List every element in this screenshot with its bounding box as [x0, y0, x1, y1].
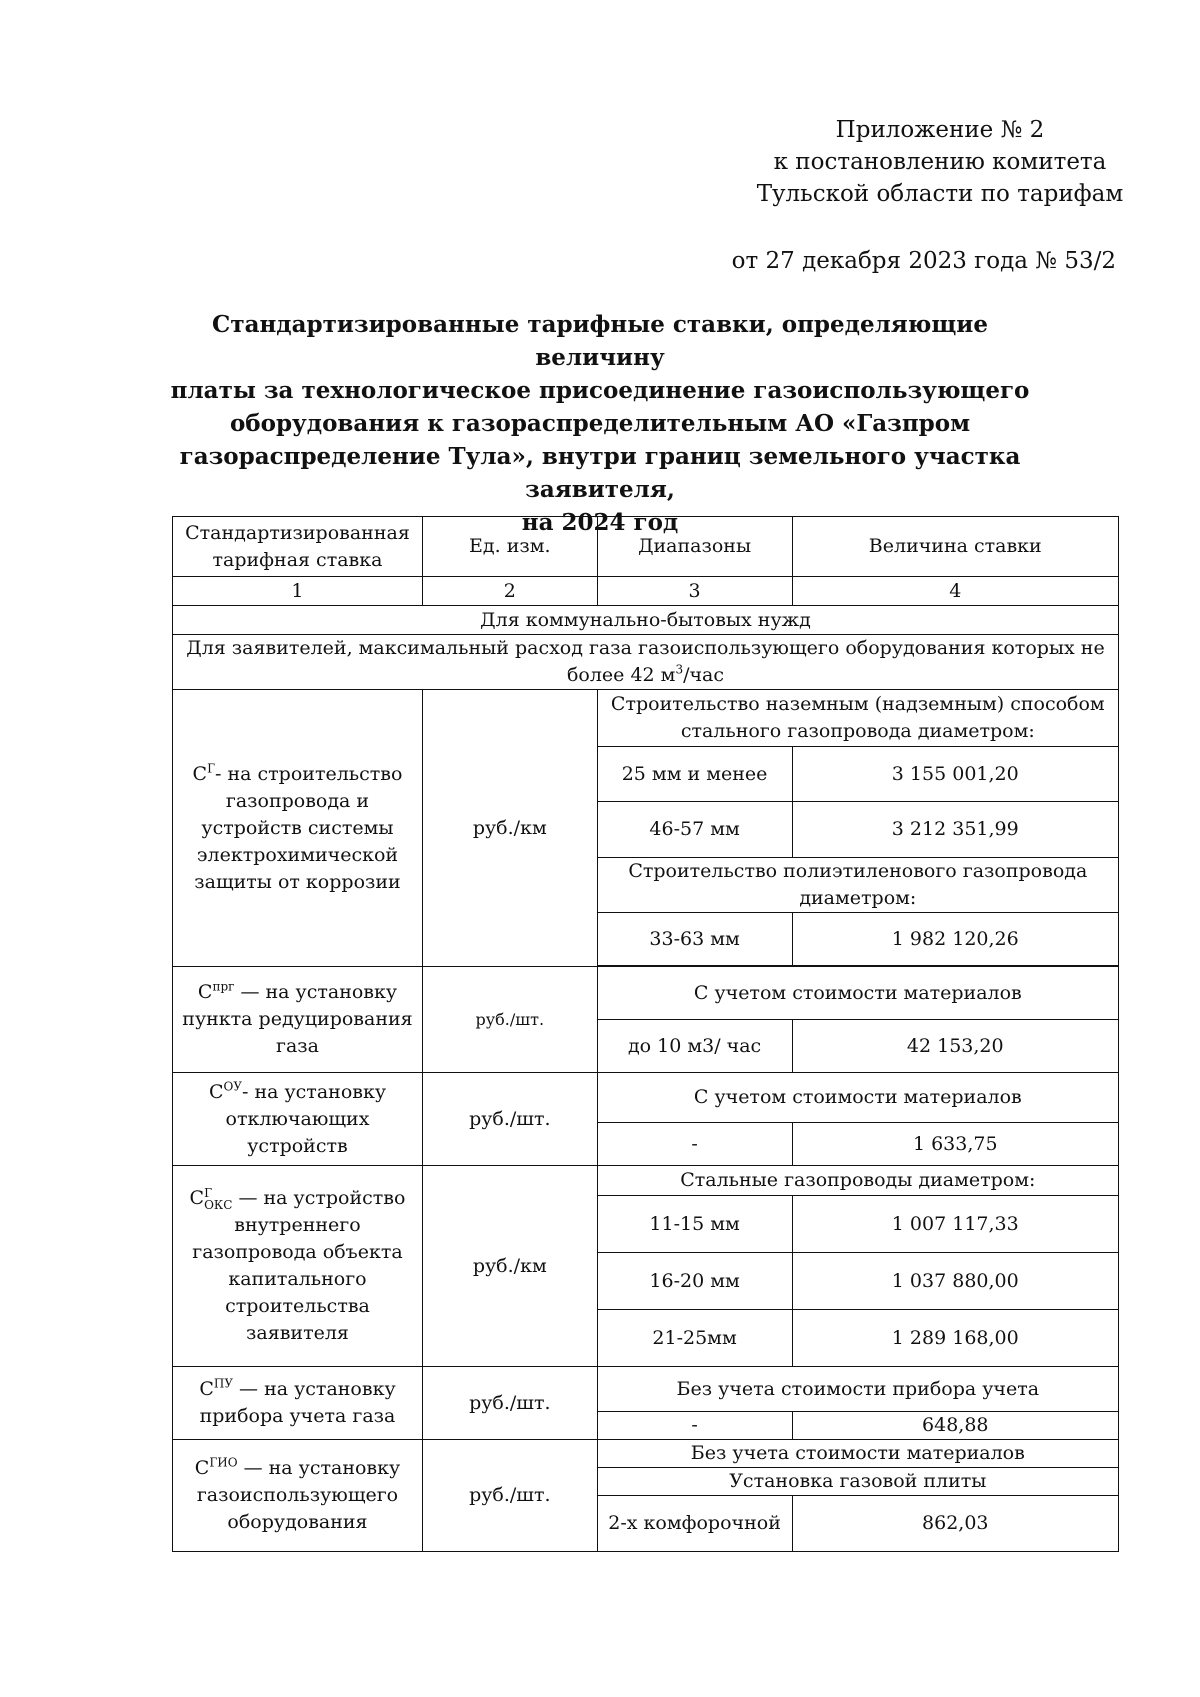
range-cell: 33-63 мм: [597, 913, 792, 966]
section-title: Для коммунально-бытовых нужд: [173, 606, 1119, 635]
rate-symbol: С: [197, 981, 213, 1003]
unit-cell: руб./шт.: [422, 967, 597, 1073]
value-cell: 862,03: [792, 1496, 1118, 1552]
value-cell: 3 212 351,99: [792, 802, 1118, 858]
table-row: [173, 690, 1119, 747]
column-number-row: [173, 577, 1119, 606]
subsection-unit: /час: [683, 664, 725, 686]
header-cell: Диапазоны: [597, 517, 792, 577]
value-cell: 1 982 120,26: [792, 913, 1118, 966]
table-row: [173, 1367, 1119, 1412]
table-row: [173, 1166, 1119, 1196]
appendix-line2: к постановлению комитета: [773, 149, 1107, 175]
resolution-date: от 27 декабря 2023 года № 53/2: [731, 248, 1116, 274]
unit-cell: руб./шт.: [422, 1073, 597, 1166]
rate-symbol: С: [192, 762, 208, 785]
table-header-row: [173, 517, 1119, 577]
title-line: оборудования к газораспределительным АО «Газпром: [229, 410, 971, 437]
subsection-text: Для заявителей, максимальный расход газа газоиспользующего оборудования которых не более 42 м: [186, 637, 1105, 686]
unit-cell: руб./шт.: [422, 1440, 597, 1552]
tariff-table: [172, 516, 1119, 1552]
rate-name-cprg: [173, 967, 423, 1073]
range-cell: -: [597, 1412, 792, 1440]
rate-name-cgio: [173, 1440, 423, 1552]
title-line: на 2024 год: [521, 509, 679, 536]
group-label: Без учета стоимости прибора учета: [597, 1367, 1118, 1412]
rate-name-cgoks: [173, 1166, 423, 1367]
table-row: [173, 967, 1119, 1020]
rate-symbol: С: [189, 1187, 205, 1209]
rate-superscript: ПУ: [213, 1376, 233, 1391]
header-cell: Стандартизированная тарифная ставка: [173, 517, 423, 577]
rate-description: — на установку газоиспользующего оборудования: [196, 1457, 401, 1533]
title-line: газораспределение Тула», внутри границ земельного участка заявителя,: [179, 443, 1021, 503]
table-row: [173, 1073, 1119, 1123]
rate-symbol: С: [199, 1378, 214, 1400]
rate-symbol: С: [208, 1080, 224, 1103]
title-line: Стандартизированные тарифные ставки, определяющие величину: [212, 311, 988, 371]
superscript: 3: [675, 662, 684, 677]
rate-indices: [204, 1187, 232, 1211]
unit-cell: руб./км: [422, 1166, 597, 1367]
appendix-number: Приложение № 2: [835, 117, 1045, 143]
document-title: [150, 308, 1050, 539]
rate-subscript: ОКС: [204, 1198, 233, 1212]
group-label: Строительство наземным (надземным) способом стального газопровода диаметром:: [597, 690, 1118, 747]
subsection-title: [173, 635, 1119, 690]
column-number: 4: [792, 577, 1118, 606]
table-row: [173, 1440, 1119, 1468]
subsection-row: [173, 635, 1119, 690]
rate-description: — на установку пункта редуцирования газа: [182, 981, 413, 1057]
rate-superscript: ОУ: [223, 1079, 242, 1094]
group-label: С учетом стоимости материалов: [597, 967, 1118, 1020]
column-number: 1: [173, 577, 423, 606]
value-cell: 648,88: [792, 1412, 1118, 1440]
header-cell: Величина ставки: [792, 517, 1118, 577]
rate-name-cpu: [173, 1367, 423, 1440]
unit-cell: руб./шт.: [422, 1367, 597, 1440]
value-cell: 1 007 117,33: [792, 1196, 1118, 1253]
column-number: 3: [597, 577, 792, 606]
range-cell: 16-20 мм: [597, 1253, 792, 1310]
value-cell: 1 633,75: [792, 1123, 1118, 1166]
range-cell: 21-25мм: [597, 1310, 792, 1367]
range-cell: до 10 м3/ час: [597, 1020, 792, 1073]
rate-symbol: С: [194, 1457, 210, 1479]
group-label: С учетом стоимости материалов: [597, 1073, 1118, 1123]
rate-description: — на устройство внутреннего газопровода объекта капитального строительства заявителя: [192, 1187, 406, 1344]
appendix-header: [740, 114, 1140, 210]
group-label: Установка газовой плиты: [597, 1468, 1118, 1496]
range-cell: 25 мм и менее: [597, 747, 792, 802]
rate-description: - на установку отключающих устройств: [225, 1080, 387, 1157]
rate-superscript: ГИО: [209, 1455, 238, 1470]
group-label: Без учета стоимости материалов: [597, 1440, 1118, 1468]
range-cell: 2-х комфорочной: [597, 1496, 792, 1552]
value-cell: 1 037 880,00: [792, 1253, 1118, 1310]
range-cell: 46-57 мм: [597, 802, 792, 858]
rate-name-cg: [173, 690, 423, 967]
unit-cell: руб./км: [422, 690, 597, 967]
rate-superscript: прг: [212, 979, 235, 994]
group-label: Строительство полиэтиленового газопровода диаметром:: [597, 858, 1118, 913]
range-cell: -: [597, 1123, 792, 1166]
header-cell: Ед. изм.: [422, 517, 597, 577]
group-label: Стальные газопроводы диаметром:: [597, 1166, 1118, 1196]
value-cell: 1 289 168,00: [792, 1310, 1118, 1367]
rate-superscript: Г: [207, 761, 216, 776]
appendix-line3: Тульской области по тарифам: [756, 181, 1124, 207]
range-cell: 11-15 мм: [597, 1196, 792, 1253]
rate-name-cou: [173, 1073, 423, 1166]
rate-superscript: Г: [204, 1186, 213, 1200]
section-row: [173, 606, 1119, 635]
column-number: 2: [422, 577, 597, 606]
title-line: платы за технологическое присоединение газоиспользующего: [170, 377, 1030, 404]
rate-description: - на строительство газопровода и устройств системы электрохимической защиты от коррозии: [194, 762, 403, 893]
value-cell: 42 153,20: [792, 1020, 1118, 1073]
rate-description: — на установку прибора учета газа: [199, 1378, 396, 1427]
value-cell: 3 155 001,20: [792, 747, 1118, 802]
